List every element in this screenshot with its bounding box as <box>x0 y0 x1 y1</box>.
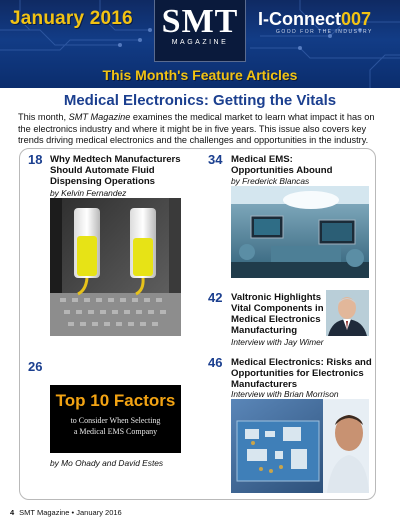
iconnect-number: 007 <box>341 9 372 29</box>
title-line: Opportunities for Electronics <box>231 368 364 379</box>
header-banner <box>0 0 400 88</box>
top10-subtitle <box>50 415 181 437</box>
article-title-34[interactable] <box>231 154 332 176</box>
article-byline-26: by Mo Ohady and David Estes <box>50 458 164 468</box>
operating-room-photo <box>231 186 369 278</box>
issue-date: January 2016 <box>10 8 133 29</box>
article-page-46[interactable]: 46 <box>208 355 223 370</box>
top10-subtitle-line: to Consider When Selecting <box>70 416 161 425</box>
page-title: Medical Electronics: Getting the Vitals <box>63 92 337 109</box>
feature-bar <box>0 64 400 86</box>
logo-subtitle: MAGAZINE <box>171 39 229 46</box>
iconnect-logo <box>258 9 371 30</box>
article-byline-46: Interview with Brian Morrison <box>231 389 339 399</box>
intro-magazine: SMT Magazine <box>68 112 131 122</box>
top10-subtitle-line: a Medical EMS Company <box>73 427 158 436</box>
feature-label: This Month's Feature Articles <box>102 67 298 83</box>
title-line: Valtronic Highlights <box>231 292 322 303</box>
smt-logo <box>154 0 246 62</box>
top10-title: Top 10 Factors <box>55 391 176 410</box>
article-byline-18: by Kelvin Fernandez <box>50 188 127 198</box>
iconnect-tagline: GOOD FOR THE INDUSTRY <box>276 29 373 35</box>
article-page-42[interactable]: 42 <box>208 290 223 305</box>
title-line: Manufacturers <box>231 379 298 390</box>
top10-factors-graphic <box>50 385 181 453</box>
footer-text: SMT Magazine • January 2016 <box>19 508 122 517</box>
page-footer <box>10 508 122 517</box>
title-line: Vital Components in <box>231 303 324 314</box>
title-line: Medical Electronics <box>231 314 321 325</box>
title-line: Dispensing Operations <box>50 176 156 187</box>
article-byline-34: by Frederick Blancas <box>231 176 310 186</box>
jay-wimer-portrait <box>326 290 369 336</box>
article-title-46[interactable] <box>231 357 372 390</box>
title-line: Why Medtech Manufacturers <box>50 154 181 165</box>
article-title-18[interactable] <box>50 154 181 187</box>
title-line: Manufacturing <box>231 325 298 336</box>
intro-text-1: This month, <box>18 112 69 122</box>
article-page-34[interactable]: 34 <box>208 152 223 167</box>
intro-paragraph <box>18 112 384 147</box>
article-title-42[interactable] <box>231 292 324 336</box>
logo-text: SMT <box>161 3 239 40</box>
title-line: Medical Electronics: Risks and <box>231 357 372 368</box>
intro-text-2: examines the medical market to learn what impact it has on the electronics industry and where it might be in five years. This issue also covers key trends driving medical electronics and the challenges and opportunities in the industry. <box>18 112 375 145</box>
article-byline-42: Interview with Jay Wimer <box>231 337 324 347</box>
article-page-18[interactable]: 18 <box>28 152 43 167</box>
dispensing-photo <box>50 198 181 336</box>
title-line: Should Automate Fluid <box>50 165 155 176</box>
article-page-26[interactable]: 26 <box>28 359 43 374</box>
title-line: Medical EMS: <box>231 154 293 165</box>
pcb-inspection-photo <box>231 399 369 493</box>
footer-page-number: 4 <box>10 508 15 517</box>
iconnect-prefix: I-Connect <box>258 9 341 29</box>
title-line: Opportunities Abound <box>231 165 333 176</box>
